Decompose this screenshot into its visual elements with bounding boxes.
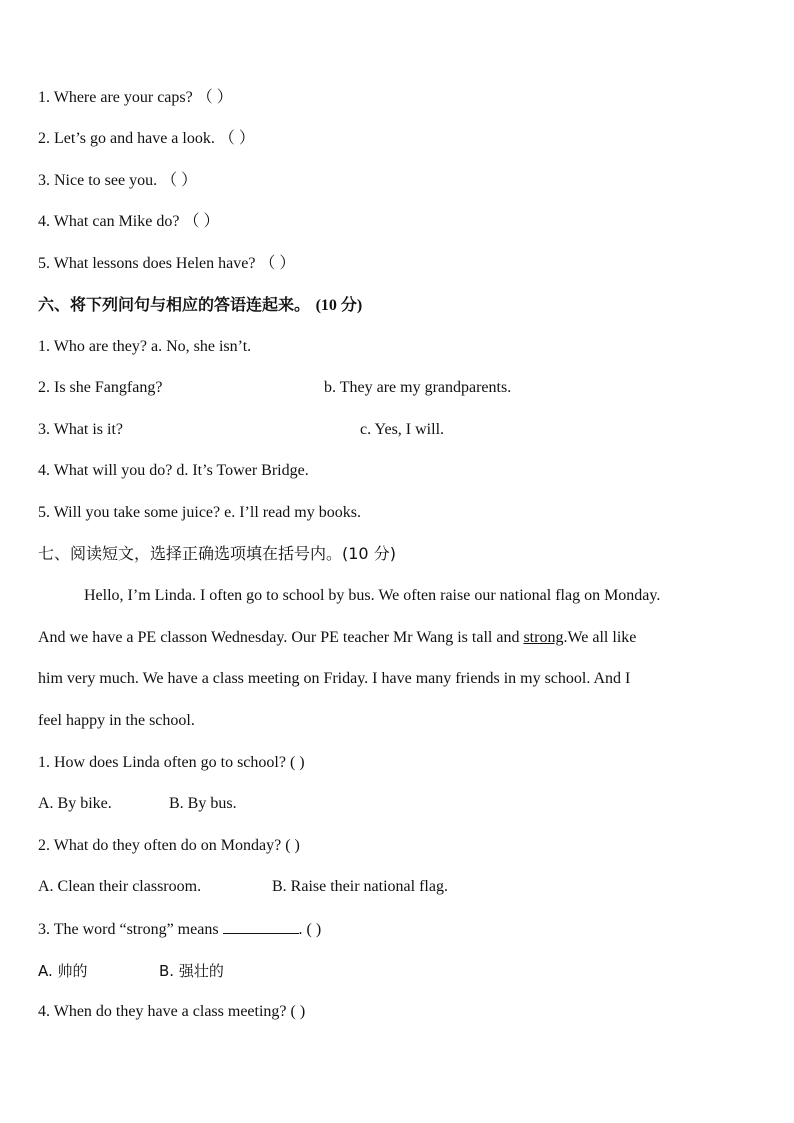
matching-row: 1. Who are they? a. No, she isn’t. [38,338,252,355]
question-item: 5. What lessons does Helen have? （ ） [38,255,296,272]
matching-row: 5. Will you take some juice? e. I’ll read my books. [38,504,361,521]
option-b: B. Raise their national flag. [272,878,448,895]
passage-line: Hello, I’m Linda. I often go to school by bus. We often raise our national flag on Monday. [84,587,661,604]
matching-question: 2. Is she Fangfang? [38,379,163,396]
question-item: 4. What can Mike do? （ ） [38,213,220,230]
section-7-heading: 七、阅读短文，选择正确选项填在括号内。(10 分) [38,544,396,563]
passage-text: .We all like [563,629,637,646]
reading-question: 2. What do they often do on Monday? ( ) [38,837,300,854]
matching-question: 3. What is it? [38,421,124,438]
reading-question [38,919,321,940]
passage-line: feel happy in the school. [38,712,195,729]
section-6-title: 六、将下列问句与相应的答语连起来。 [38,295,311,314]
option-a: A. 帅的 [38,962,88,980]
option-b: B. By bus. [169,795,237,812]
matching-row: 4. What will you do? d. It’s Tower Bridge. [38,462,309,479]
question-text: . ( ) [298,921,322,938]
passage-text: And we have a PE classon Wednesday. Our PE teacher Mr Wang is tall and [38,629,524,646]
section-6-points: (10 分) [315,297,363,314]
passage-line [38,628,636,648]
matching-answer: b. They are my grandparents. [324,379,512,396]
passage-line: him very much. We have a class meeting on Friday. I have many friends in my school. And I [38,670,631,687]
underlined-word: strong [523,629,564,646]
matching-row [38,378,162,398]
section-6-heading [38,295,362,316]
matching-row [38,420,123,440]
matching-answer: c. Yes, I will. [360,421,445,438]
question-item: 2. Let’s go and have a look. （ ） [38,130,255,147]
option-a: A. By bike. [38,795,112,812]
reading-question: 4. When do they have a class meeting? ( ) [38,1003,306,1020]
option-a: A. Clean their classroom. [38,878,202,895]
question-text: 3. The word “strong” means [38,921,223,938]
question-item: 1. Where are your caps? （ ） [38,89,233,106]
reading-question: 1. How does Linda often go to school? ( ) [38,754,305,771]
option-b: B. 强壮的 [159,962,224,980]
question-item: 3. Nice to see you. （ ） [38,172,198,189]
answer-blank [223,919,299,934]
